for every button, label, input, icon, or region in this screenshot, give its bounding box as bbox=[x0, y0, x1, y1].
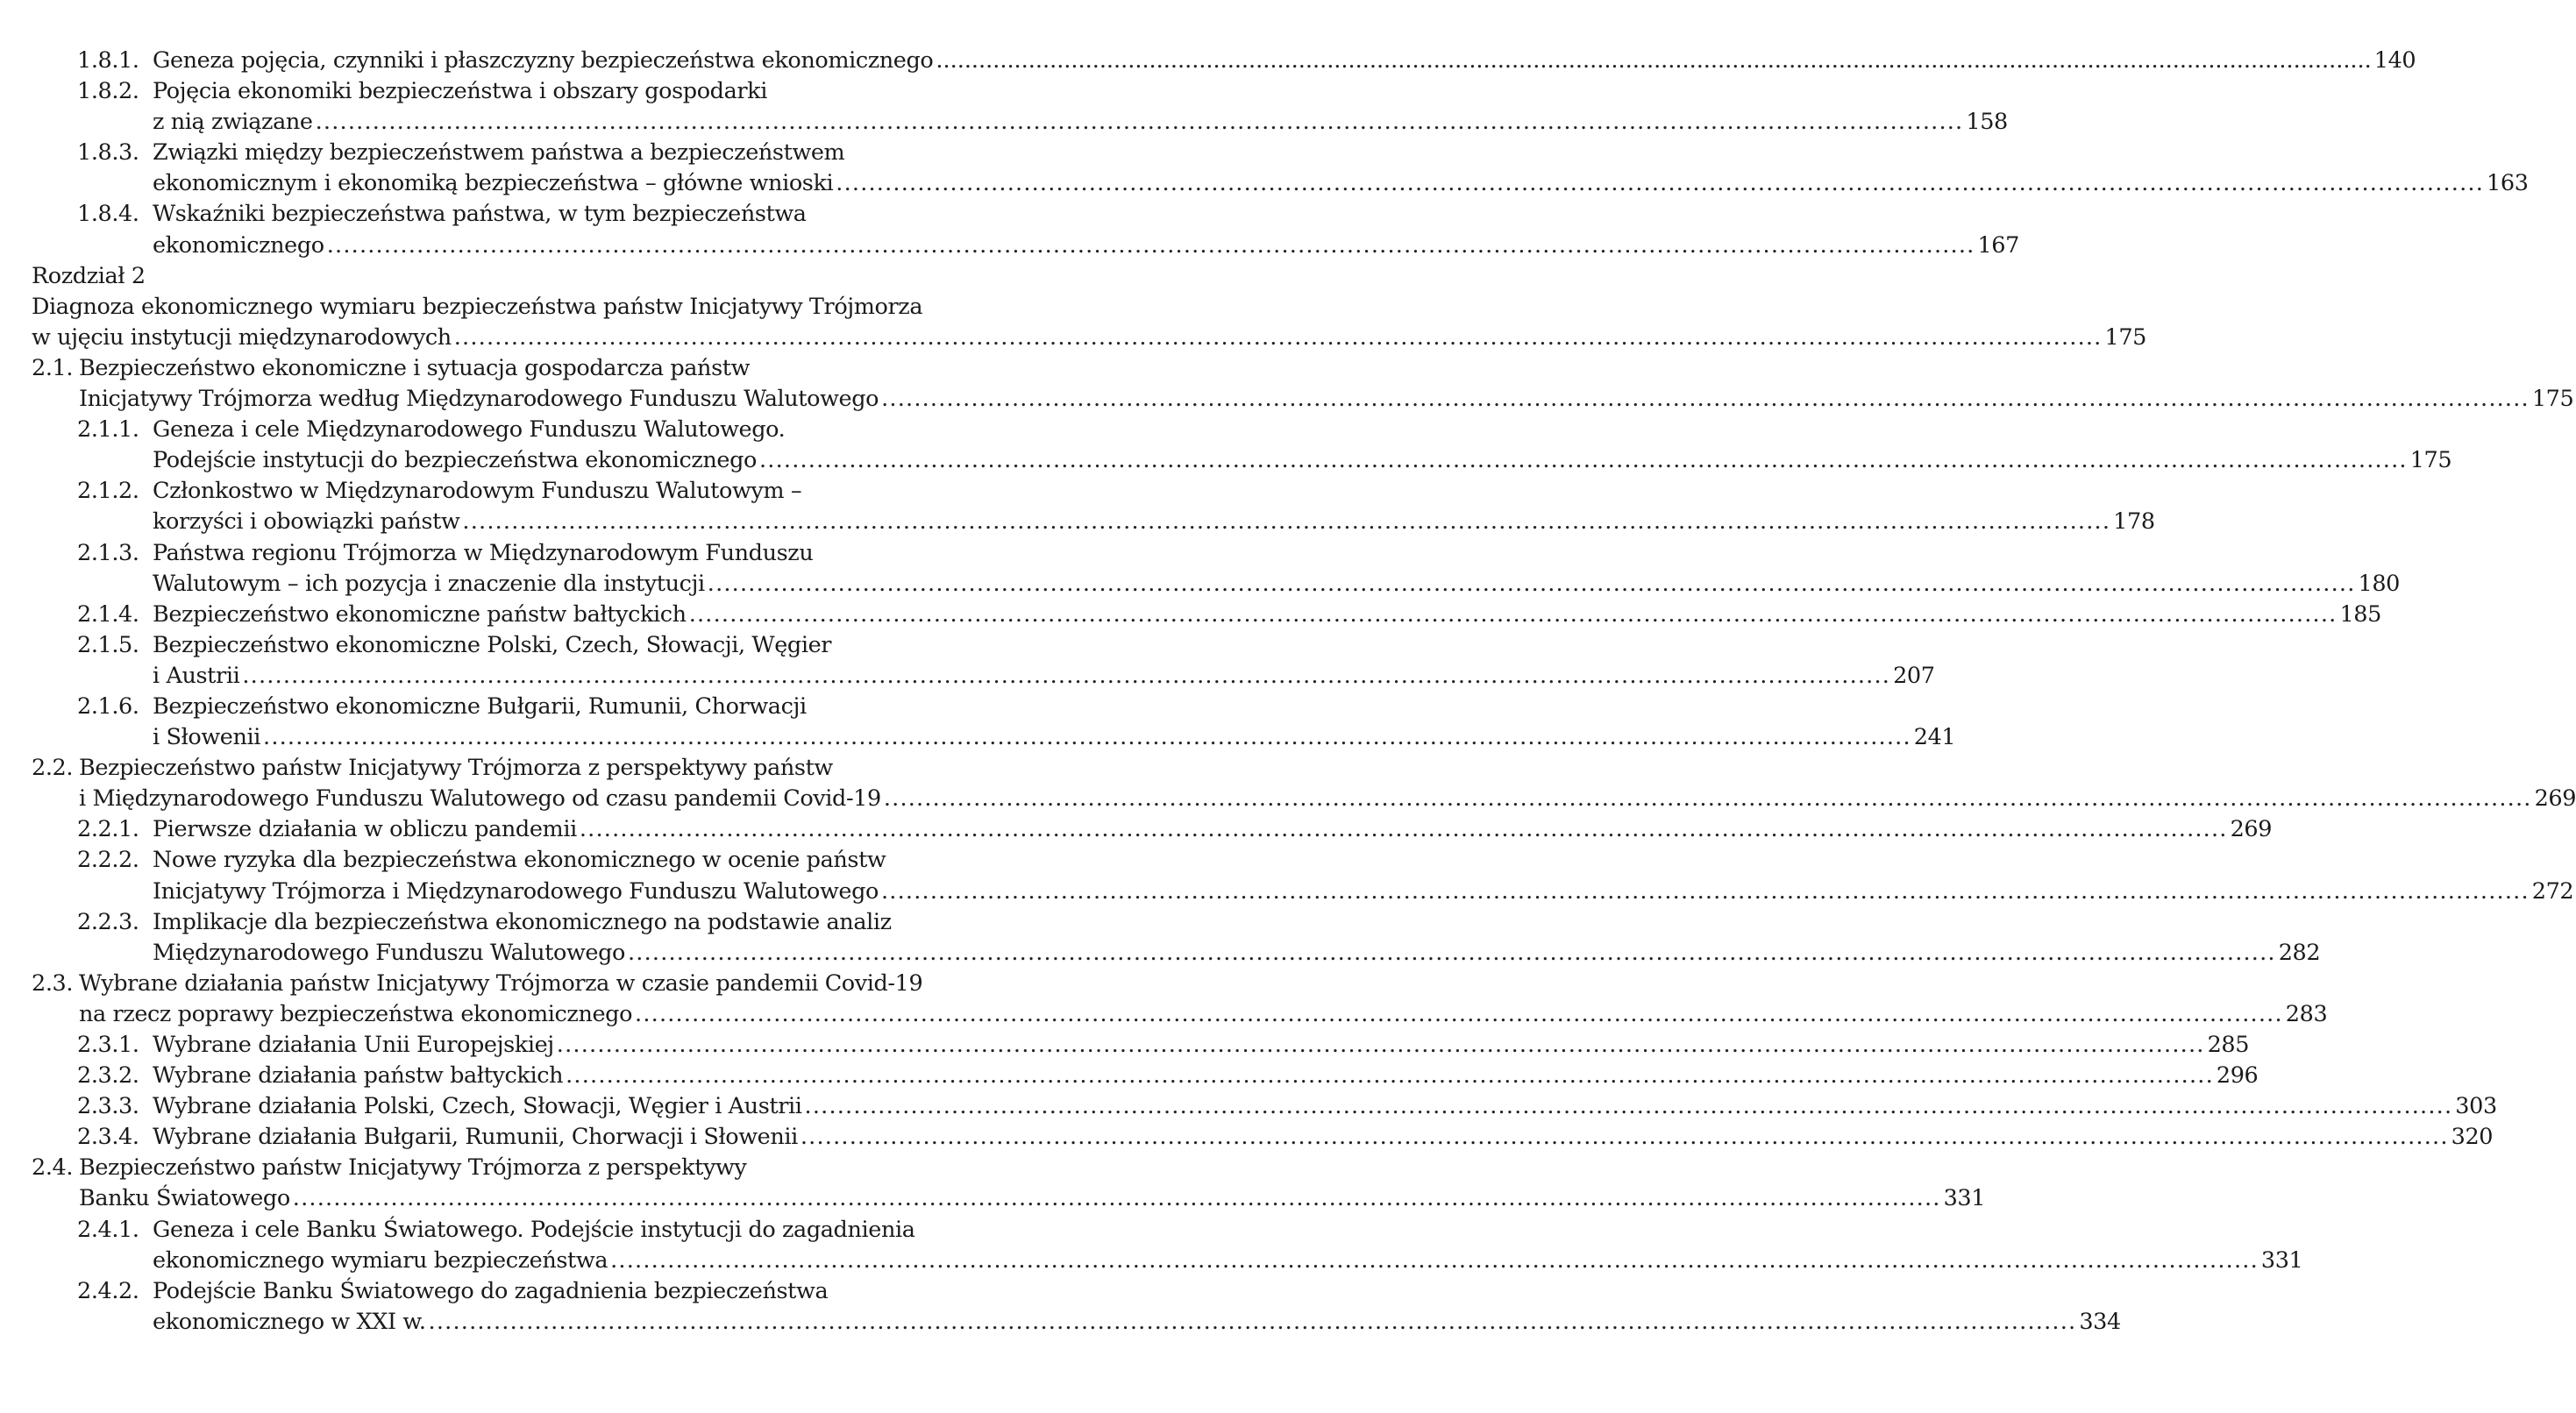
toc-subsection-entry bbox=[0, 1122, 2494, 1153]
toc-entry-title bbox=[153, 1276, 2121, 1338]
toc-entry-line bbox=[153, 445, 2451, 476]
toc-entry-text: Implikacje dla bezpieczeństwa ekonomicznego na podstawie analiz bbox=[153, 908, 892, 935]
toc-subsection-entry bbox=[0, 1061, 2259, 1091]
dot-leader bbox=[635, 999, 2283, 1030]
toc-entry-number: 1.8.4. bbox=[77, 201, 139, 228]
toc-entry-number: 1.8.2. bbox=[77, 78, 139, 105]
toc-entry-number: 2.2.1. bbox=[77, 816, 139, 843]
toc-subsection-entry bbox=[0, 907, 2321, 969]
toc-entry-text: Geneza pojęcia, czynniki i płaszczyzny bezpieczeństwa ekonomicznego bbox=[153, 47, 934, 74]
toc-entry-text: Bezpieczeństwo ekonomiczne i sytuacja gospodarcza państw bbox=[79, 354, 751, 381]
toc-entry-line bbox=[153, 46, 2416, 76]
toc-entry-number: 2.3.1. bbox=[77, 1032, 139, 1058]
toc-subsection-entry bbox=[0, 46, 2416, 76]
toc-page-number: 207 bbox=[1893, 662, 1935, 689]
toc-page-number: 331 bbox=[1943, 1185, 1986, 1212]
toc-entry-line bbox=[153, 1091, 2497, 1122]
toc-subsection-entry bbox=[0, 1276, 2121, 1338]
toc-entry-text: Geneza i cele Międzynarodowego Funduszu Walutowego. bbox=[153, 416, 786, 444]
toc-entry-text: ekonomicznego w XXI w. bbox=[153, 1308, 426, 1335]
toc-page-number: 178 bbox=[2113, 508, 2155, 536]
toc-entry-text: Bezpieczeństwo ekonomiczne Polski, Czech, Słowacji, Węgier bbox=[153, 631, 832, 658]
toc-entry-line bbox=[153, 76, 2008, 107]
toc-page-number: 296 bbox=[2216, 1062, 2259, 1090]
toc-entry-line bbox=[153, 938, 2320, 969]
toc-entry-line bbox=[79, 1183, 1985, 1214]
toc-entry-title bbox=[153, 1030, 2249, 1061]
toc-page-number: 282 bbox=[2278, 939, 2321, 966]
toc-entry-text: Pierwsze działania w obliczu pandemii bbox=[153, 816, 577, 843]
toc-entry-text: Pojęcia ekonomiki bezpieczeństwa i obszary gospodarki bbox=[153, 78, 767, 105]
toc-entry-text: Inicjatywy Trójmorza według Międzynarodowego Funduszu Walutowego bbox=[79, 386, 879, 413]
toc-page-number: 303 bbox=[2455, 1093, 2497, 1120]
toc-entry-title bbox=[153, 814, 2272, 845]
toc-page-number: 163 bbox=[2487, 170, 2529, 197]
toc-entry-text: Walutowym – ich pozycja i znaczenie dla instytucji bbox=[153, 570, 705, 597]
toc-entry-line bbox=[79, 969, 2327, 999]
dot-leader bbox=[805, 1091, 2453, 1122]
toc-entry-text: Wybrane działania państw bałtyckich bbox=[153, 1062, 564, 1090]
toc-section-entry bbox=[0, 969, 2328, 1030]
dot-leader bbox=[801, 1122, 2449, 1153]
toc-subsection-entry bbox=[0, 538, 2401, 600]
toc-entry-line bbox=[153, 415, 2451, 445]
toc-entry-text: Podejście Banku Światowego do zagadnienia bezpieczeństwa bbox=[153, 1277, 829, 1304]
toc-page-number: 167 bbox=[1977, 231, 2019, 259]
toc-entry-line bbox=[153, 845, 2573, 876]
toc-entry-number: 2.3. bbox=[32, 969, 74, 997]
toc-entry-number: 2.4. bbox=[32, 1154, 74, 1182]
toc-entry-text: ekonomicznym i ekonomiką bezpieczeństwa – główne wnioski bbox=[153, 170, 834, 197]
toc-entry-line bbox=[153, 1246, 2302, 1276]
toc-entry-line bbox=[153, 168, 2529, 199]
toc-page-number: 140 bbox=[2373, 47, 2416, 74]
toc-entry-line bbox=[153, 1061, 2258, 1091]
toc-entry-number: 1.8.3. bbox=[77, 139, 139, 167]
dot-leader bbox=[881, 877, 2530, 907]
dot-leader bbox=[316, 107, 1964, 138]
toc-entry-title bbox=[153, 692, 1955, 753]
dot-leader bbox=[429, 1307, 2077, 1338]
toc-entry-line bbox=[153, 814, 2272, 845]
toc-entry-text: Wybrane działania państw Inicjatywy Trójmorza w czasie pandemii Covid-19 bbox=[79, 969, 923, 997]
toc-page-number: 175 bbox=[2531, 386, 2574, 413]
toc-entry-line bbox=[153, 538, 2400, 569]
toc-entry-line bbox=[153, 1307, 2121, 1338]
toc-entry-number: 1.8.1. bbox=[77, 47, 139, 74]
toc-entry-line bbox=[79, 784, 2576, 814]
dot-leader bbox=[708, 569, 2356, 600]
toc-entry-text: Podejście instytucji do bezpieczeństwa ekonomicznego bbox=[153, 447, 757, 474]
toc-entry-number: 2.4.1. bbox=[77, 1216, 139, 1243]
toc-entry-line bbox=[79, 384, 2573, 415]
toc-subsection-entry bbox=[0, 138, 2529, 199]
toc-subsection-entry bbox=[0, 630, 1935, 692]
toc-entry-line bbox=[153, 907, 2320, 938]
dot-leader bbox=[836, 168, 2484, 199]
toc-subsection-entry bbox=[0, 76, 2008, 138]
toc-entry-text: Banku Światowego bbox=[79, 1185, 290, 1212]
dot-leader bbox=[293, 1183, 1941, 1214]
dot-leader bbox=[557, 1030, 2205, 1061]
toc-page-number: 272 bbox=[2531, 877, 2574, 905]
toc-entry-line bbox=[153, 630, 1935, 661]
toc-entry-text: ekonomicznego wymiaru bezpieczeństwa bbox=[153, 1246, 608, 1274]
toc-entry-number: 2.2.3. bbox=[77, 908, 139, 935]
toc-entry-line bbox=[153, 1030, 2249, 1061]
toc-entry-title bbox=[153, 415, 2451, 476]
dot-leader bbox=[759, 445, 2408, 476]
toc-entry-title bbox=[79, 969, 2327, 1030]
toc-subsection-entry bbox=[0, 600, 2381, 630]
dot-leader bbox=[881, 384, 2530, 415]
toc-entry-number: 2.1.2. bbox=[77, 478, 139, 505]
toc-entry-text: Państwa regionu Trójmorza w Międzynarodowym Funduszu bbox=[153, 539, 814, 566]
toc-subsection-entry bbox=[0, 476, 2155, 537]
toc-subsection-entry bbox=[0, 692, 1956, 753]
toc-section-entry bbox=[0, 353, 2574, 415]
toc-entry-line bbox=[153, 231, 2019, 261]
dot-leader bbox=[689, 600, 2338, 630]
toc-page-number: 283 bbox=[2285, 1000, 2328, 1027]
dot-leader bbox=[566, 1061, 2214, 1091]
toc-entry-text: Związki między bezpieczeństwem państwa a bezpieczeństwem bbox=[153, 139, 845, 167]
toc-entry-text: i Słowenii bbox=[153, 724, 261, 751]
toc-entry-line bbox=[153, 722, 1955, 753]
toc-entry-text: Wskaźniki bezpieczeństwa państwa, w tym bezpieczeństwa bbox=[153, 201, 807, 228]
dot-leader bbox=[628, 938, 2276, 969]
toc-entry-title bbox=[32, 261, 921, 292]
toc-page-number: 331 bbox=[2260, 1246, 2303, 1274]
dot-leader bbox=[610, 1246, 2259, 1276]
toc-section-entry bbox=[0, 753, 2576, 814]
toc-entry-line bbox=[32, 261, 921, 292]
toc-entry-text: Rozdział 2 bbox=[32, 262, 146, 289]
toc-section-entry bbox=[0, 1153, 1986, 1214]
dot-leader bbox=[580, 814, 2228, 845]
toc-subsection-entry bbox=[0, 1091, 2497, 1122]
toc-entry-text: Geneza i cele Banku Światowego. Podejście instytucji do zagadnienia bbox=[153, 1216, 915, 1243]
toc-entry-number: 2.1.5. bbox=[77, 631, 139, 658]
toc-subsection-entry bbox=[0, 814, 2273, 845]
toc-chapter-entry bbox=[0, 292, 2146, 353]
toc-entry-text: Inicjatywy Trójmorza i Międzynarodowego Funduszu Walutowego bbox=[153, 877, 879, 905]
toc-entry-title bbox=[153, 138, 2529, 199]
toc-entry-text: Wybrane działania Polski, Czech, Słowacji, Węgier i Austrii bbox=[153, 1093, 802, 1120]
toc-entry-text: Nowe ryzyka dla bezpieczeństwa ekonomicznego w ocenie państw bbox=[153, 847, 886, 874]
toc-page-number: 285 bbox=[2207, 1032, 2250, 1058]
toc-entry-title bbox=[153, 845, 2573, 906]
toc-entry-number: 2.2.2. bbox=[77, 847, 139, 874]
toc-entry-number: 2.3.2. bbox=[77, 1062, 139, 1090]
toc-entry-title bbox=[153, 1091, 2497, 1122]
table-of-contents bbox=[0, 46, 2576, 1338]
toc-entry-title bbox=[79, 1153, 1985, 1214]
toc-subsection-entry bbox=[0, 1215, 2303, 1276]
toc-entry-title bbox=[32, 292, 2146, 353]
toc-entry-line bbox=[79, 753, 2576, 784]
toc-page-number: 269 bbox=[2230, 816, 2273, 843]
dot-leader bbox=[936, 46, 2371, 76]
toc-entry-text: Bezpieczeństwo państw Inicjatywy Trójmorza z perspektywy państw bbox=[79, 755, 833, 782]
toc-entry-title bbox=[153, 1215, 2302, 1276]
toc-entry-text: Bezpieczeństwo ekonomiczne Bułgarii, Rumunii, Chorwacji bbox=[153, 692, 807, 720]
toc-entry-text: Wybrane działania Bułgarii, Rumunii, Chorwacji i Słowenii bbox=[153, 1124, 798, 1151]
toc-entry-title bbox=[153, 907, 2320, 969]
toc-entry-text: z nią związane bbox=[153, 109, 313, 136]
toc-entry-number: 2.1.6. bbox=[77, 692, 139, 720]
toc-entry-number: 2.1.3. bbox=[77, 539, 139, 566]
toc-entry-line bbox=[153, 476, 2155, 507]
dot-leader bbox=[462, 507, 2110, 537]
toc-page-number: 185 bbox=[2339, 600, 2381, 628]
toc-entry-title bbox=[153, 1122, 2493, 1153]
toc-entry-text: ekonomicznego bbox=[153, 231, 324, 259]
toc-page-number: 180 bbox=[2358, 570, 2401, 597]
toc-entry-number: 2.2. bbox=[32, 755, 74, 782]
toc-entry-number: 2.1.1. bbox=[77, 416, 139, 444]
dot-leader bbox=[884, 784, 2532, 814]
dot-leader bbox=[263, 722, 1911, 753]
toc-page-number: 175 bbox=[2104, 323, 2146, 351]
toc-entry-title bbox=[153, 600, 2381, 630]
dot-leader bbox=[327, 231, 1975, 261]
toc-entry-text: Bezpieczeństwo państw Inicjatywy Trójmorza z perspektywy bbox=[79, 1154, 747, 1182]
toc-entry-text: Bezpieczeństwo ekonomiczne państw bałtyckich bbox=[153, 600, 687, 628]
toc-entry-title bbox=[153, 1061, 2258, 1091]
toc-entry-text: Diagnoza ekonomicznego wymiaru bezpieczeństwa państw Inicjatywy Trójmorza bbox=[32, 293, 923, 320]
toc-subsection-entry bbox=[0, 845, 2574, 906]
toc-entry-line bbox=[153, 877, 2573, 907]
toc-entry-title bbox=[79, 753, 2576, 814]
toc-page-number: 241 bbox=[1913, 724, 1956, 751]
toc-subsection-entry bbox=[0, 1030, 2250, 1061]
toc-entry-line bbox=[153, 1122, 2493, 1153]
toc-entry-text: w ujęciu instytucji międzynarodowych bbox=[32, 323, 452, 351]
toc-entry-line bbox=[153, 661, 1935, 692]
toc-entry-title bbox=[79, 353, 2573, 415]
toc-entry-line bbox=[153, 1276, 2121, 1307]
toc-entry-line bbox=[153, 199, 2019, 230]
toc-entry-number: 2.3.3. bbox=[77, 1093, 139, 1120]
dot-leader bbox=[454, 323, 2103, 353]
toc-entry-title bbox=[153, 538, 2400, 600]
toc-entry-line bbox=[153, 600, 2381, 630]
toc-entry-number: 2.1. bbox=[32, 354, 74, 381]
toc-entry-title bbox=[153, 630, 1935, 692]
toc-entry-line bbox=[153, 569, 2400, 600]
toc-entry-text: na rzecz poprawy bezpieczeństwa ekonomicznego bbox=[79, 1000, 633, 1027]
toc-entry-text: i Austrii bbox=[153, 662, 240, 689]
toc-entry-line bbox=[32, 323, 2146, 353]
toc-entry-text: Wybrane działania Unii Europejskiej bbox=[153, 1032, 554, 1058]
toc-entry-number: 2.4.2. bbox=[77, 1277, 139, 1304]
toc-entry-text: korzyści i obowiązki państw bbox=[153, 508, 460, 536]
toc-entry-title bbox=[153, 476, 2155, 537]
toc-entry-line bbox=[79, 1153, 1985, 1183]
toc-entry-text: Członkostwo w Międzynarodowym Funduszu Walutowym – bbox=[153, 478, 802, 505]
toc-subsection-entry bbox=[0, 415, 2452, 476]
toc-page-number: 269 bbox=[2534, 785, 2576, 813]
toc-entry-text: i Międzynarodowego Funduszu Walutowego od czasu pandemii Covid-19 bbox=[79, 785, 881, 813]
toc-page-number: 175 bbox=[2409, 447, 2452, 474]
toc-entry-title bbox=[153, 76, 2008, 138]
toc-chapter-entry bbox=[0, 261, 954, 292]
dot-leader bbox=[242, 661, 1890, 692]
toc-entry-line bbox=[153, 692, 1955, 722]
toc-page-number: 158 bbox=[1966, 109, 2008, 136]
toc-entry-text: Międzynarodowego Funduszu Walutowego bbox=[153, 939, 625, 966]
toc-entry-line bbox=[153, 507, 2155, 537]
toc-entry-number: 2.1.4. bbox=[77, 600, 139, 628]
toc-entry-title bbox=[153, 199, 2019, 260]
toc-entry-line bbox=[32, 292, 2146, 323]
toc-entry-number: 2.3.4. bbox=[77, 1124, 139, 1151]
toc-entry-title bbox=[153, 46, 2416, 76]
toc-subsection-entry bbox=[0, 199, 2019, 260]
toc-entry-line bbox=[153, 1215, 2302, 1246]
toc-entry-line bbox=[79, 999, 2327, 1030]
toc-entry-line bbox=[79, 353, 2573, 384]
toc-page-number: 320 bbox=[2451, 1124, 2494, 1151]
toc-entry-line bbox=[153, 138, 2529, 168]
toc-page-number: 334 bbox=[2079, 1308, 2121, 1335]
toc-entry-line bbox=[153, 107, 2008, 138]
